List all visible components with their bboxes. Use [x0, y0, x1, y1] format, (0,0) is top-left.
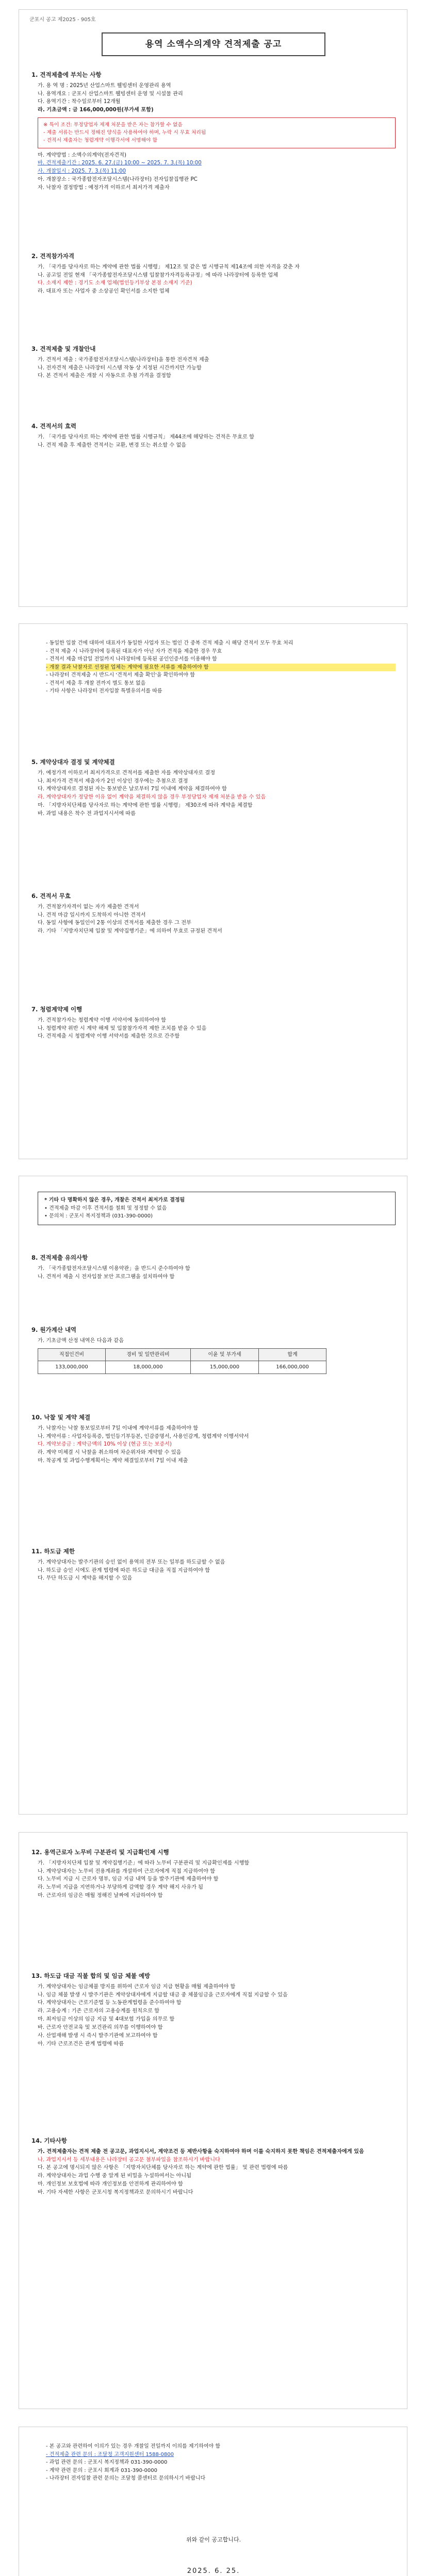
text-line: - 본 공고와 관련하여 이의가 있는 경우 개찰일 전일까지 이의를 제기하여야 함 [46, 2444, 221, 2449]
text-line: - 과업 관련 문의 : 군포시 복지정책과 031-390-0000 [46, 2460, 168, 2465]
section-2 [31, 252, 396, 296]
section-title: 6. 견적서 무효 [31, 892, 71, 900]
document-sheet-4 [19, 1832, 407, 2409]
text-line: 다. 용역기간 : 착수일로부터 12개월 [38, 99, 121, 105]
notice-line: ※ 특이 조건: 부정당업자 제재 처분을 받은 자는 참가할 수 없음 [43, 122, 183, 128]
notice-date: 2025. 6. 25. [187, 2567, 240, 2575]
text-line: 가. 견적서 제출 : 국가종합전자조달시스템(나라장터)을 통한 전자견적 제출 [38, 357, 209, 363]
section-7 [31, 1005, 396, 1041]
table-cell: 18,000,000 [105, 1361, 190, 1374]
document-sheet-2 [19, 623, 407, 1159]
text-line: - 동일한 입찰 건에 대하여 대표자가 동일한 사업자 또는 법인 간 중복 견적 제출 시 해당 견적서 모두 무효 처리 [46, 640, 293, 646]
section-title: 5. 계약상대자 결정 및 계약체결 [31, 758, 115, 766]
notice-line: - 제출 서류는 반드시 정해진 양식을 사용하여야 하며, 누락 시 무효 처리됨 [43, 130, 206, 136]
contact-notes [31, 2443, 396, 2483]
section-title: 11. 하도급 제한 [31, 1548, 75, 1555]
text-line: 가. 「국가를 당사자로 하는 계약에 관한 법률 시행규칙」 제44조에 해당하는 견적은 무효로 함 [38, 434, 254, 440]
text-line: - 견적 제출 시 나라장터에 등록된 대표자가 아닌 자가 견적을 제출한 경우 무효 [46, 648, 222, 654]
text-line: 가. 「국가종합전자조달시스템 이용약관」을 반드시 준수하여야 함 [38, 1265, 190, 1272]
section-title: 1. 견적제출에 부치는 사항 [31, 71, 102, 78]
text-line: 바. 근로자 안전교육 및 보건관리 의무를 이행하여야 함 [38, 2024, 163, 2030]
text-line: 다. 노무비 지급 시 근로자 명부, 임금 지급 내역 등을 발주기관에 제출하여야 함 [38, 1876, 219, 1883]
text-line: 라. 기초금액 : 금 166,000,000원(부가세 포함) [38, 107, 154, 113]
text-line: 라. 계약 미체결 시 낙찰을 취소하며 차순위자와 계약할 수 있음 [38, 1450, 182, 1456]
table-header-row [38, 1348, 326, 1361]
text-line: 가. 예정가격 이하로서 최저가격으로 견적서를 제출한 자를 계약상대자로 결정 [38, 770, 216, 776]
text-line: 다. 본 견적서 제출은 개찰 시 자동으로 추첨 가격을 결정함 [38, 373, 171, 379]
text-line: 바. 견적제출기간 : 2025. 6. 27.(금) 10:00 ~ 2025. 7. 3.(목) 10:00 [38, 160, 202, 166]
text-line: 마. 계약방법 : 소액수의계약(전자견적) [38, 152, 126, 158]
section-title: 2. 견적참가자격 [31, 252, 75, 260]
table-header-cell: 합계 [259, 1348, 326, 1361]
text-line: 라. 기타 「지방자치단체 입찰 및 계약집행기준」에 의하여 무효로 규정된 견적서 [38, 928, 222, 935]
section-title: 3. 견적제출 및 개찰안내 [31, 345, 96, 352]
text-line: 마. 개인정보 보호법에 따라 개인정보를 안전하게 관리하여야 함 [38, 2181, 183, 2188]
text-line: 사. 산업재해 발생 시 즉시 발주기관에 보고하여야 함 [38, 2032, 158, 2039]
section-6 [31, 892, 396, 936]
text-line: 나. 견적 제출 후 제출한 견적서는 교환, 변경 또는 취소할 수 없음 [38, 442, 187, 448]
text-line: 가. 견적제출자는 견적 제출 전 공고문, 과업지시서, 계약조건 등 제반사항을 숙지하여야 하며 이를 숙지하지 못한 책임은 견적제출자에게 있음 [38, 2148, 364, 2155]
table-cell: 15,000,000 [190, 1361, 258, 1374]
text-line: 사. 개찰일시 : 2025. 7. 3.(목) 11:00 [38, 168, 126, 175]
text-line: 다. 동일 사항에 동일인이 2통 이상의 견적서를 제출한 경우 그 전부 [38, 920, 191, 926]
section-4 [31, 422, 396, 449]
table-header-cell: 경비 및 일반관리비 [105, 1348, 190, 1361]
section-title: 12. 용역근로자 노무비 구분관리 및 지급확인제 시행 [31, 1849, 169, 1856]
section-title: 7. 청렴계약제 이행 [31, 1006, 83, 1013]
text-line: - 나라장터 전자입찰 관련 문의는 조달청 콜센터로 문의하시기 바랍니다 [46, 2476, 206, 2481]
text-line: 다. 무단 하도급 시 계약을 해지할 수 있음 [38, 1575, 133, 1582]
section-title: 9. 원가계산 내역 [31, 1326, 77, 1333]
text-line: 나. 계약서류 : 사업자등록증, 법인등기부등본, 인감증명서, 사용인감계, 청렴계약 이행서약서 [38, 1433, 249, 1439]
text-line: 다. 계약상대자로 결정된 자는 통보받은 날로부터 7일 이내에 계약을 체결하여야 함 [38, 786, 227, 792]
text-line: 다. 견적제출 시 청렴계약 이행 서약서를 제출한 것으로 간주함 [38, 1033, 180, 1040]
text-line: 나. 계약상대자는 노무비 전용계좌를 개설하여 근로자에게 직접 지급하여야 함 [38, 1868, 216, 1874]
closing-statement: 위와 같이 공고합니다. [186, 2536, 241, 2543]
table-cell: 166,000,000 [259, 1361, 326, 1374]
section-10 [31, 1413, 396, 1465]
text-line: 다. 계약상대자는 근로기준법 등 노동관계법령을 준수하여야 함 [38, 2000, 182, 2006]
section-12 [31, 1848, 396, 1900]
text-line: 나. 견적 마감 일시까지 도착하지 아니한 견적서 [38, 912, 146, 918]
notice-title: 용역 소액수의계약 견적제출 공고 [102, 32, 325, 56]
document-label: 군포시 공고 제2025 - 905호 [29, 17, 96, 23]
text-line: 나. 최저가격 견적서 제출자가 2인 이상인 경우에는 추첨으로 결정 [38, 778, 188, 784]
text-line: 마. 근로자의 임금은 매월 정해진 날짜에 지급하여야 함 [38, 1893, 163, 1899]
text-line: 나. 과업지시서 등 세부내용은 나라장터 공고문 첨부파일을 참조하시기 바랍니다 [38, 2157, 220, 2163]
text-line: 나. 하도급 승인 시에도 관계 법령에 따른 하도급 대금을 직접 지급하여야 함 [38, 1567, 210, 1573]
text-line: 바. 기타 자세한 사항은 군포시청 복지정책과로 문의하시기 바랍니다 [38, 2189, 193, 2195]
text-line: 나. 전자견적 제출은 나라장터 시스템 작동 상 지정된 시간까지만 가능함 [38, 365, 202, 371]
text-line: 나. 임금 체불 발생 시 발주기관은 계약상대자에게 지급할 대금 중 체불임금을 근로자에게 직접 지급할 수 있음 [38, 1992, 288, 1998]
text-line: - 나라장터 견적제출 시 반드시 '견적서 제출 확인'을 확인하여야 함 [46, 672, 195, 678]
box-line: • 견적제출 마감 이후 견적서를 철회 및 정정할 수 없음 [44, 1205, 167, 1211]
text-line: 가. 계약상대자는 발주기관의 승인 없이 용역의 전부 또는 일부를 하도급할 수 없음 [38, 1559, 225, 1565]
text-line: - 견적서 제출 후 개찰 전까지 별도 통보 없음 [46, 680, 146, 686]
text-line: 가. 기초금액 산정 내역은 다음과 같음 [38, 1337, 124, 1344]
cost-table [38, 1348, 326, 1374]
section-14 [31, 2137, 396, 2197]
table-header-cell: 직접인건비 [38, 1348, 106, 1361]
section-title: 14. 기타사항 [31, 2137, 67, 2144]
notice-line: - 견적서 제출자는 청렴계약 이행각서에 서명해야 함 [43, 138, 157, 144]
text-line: 아. 개찰장소 : 국가종합전자조달시스템(나라장터) 전자입찰집행관 PC [38, 177, 198, 183]
text-line: 라. 노무비 지급을 지연하거나 부당하게 감액할 경우 계약 해지 사유가 됨 [38, 1885, 204, 1891]
text-line: 자. 낙찰자 결정방법 : 예정가격 이하로서 최저가격 제출자 [38, 184, 170, 191]
text-line: 다. 계약보증금 : 계약금액의 10% 이상 (현금 또는 보증서) [38, 1442, 172, 1448]
text-line: 가. 용 역 명 : 2025년 산업스마트 웰빙센터 운영관리 용역 [38, 82, 171, 89]
text-line: 라. 대표자 또는 사업자 중 소상공인 확인서를 소지한 업체 [38, 289, 170, 295]
text-line: 나. 청렴계약 위반 시 계약 해제 및 입찰참가자격 제한 조치를 받을 수 있음 [38, 1025, 207, 1031]
section-title: 13. 하도급 대금 직불 합의 및 임금 체불 예방 [31, 1972, 151, 1979]
continued-notes [31, 639, 396, 696]
section-title: 4. 견적서의 효력 [31, 422, 77, 430]
text-line: 가. 견적참가자격이 없는 자가 제출한 견적서 [38, 904, 139, 910]
text-line: 마. 착공계 및 과업수행계획서는 계약 체결일로부터 7일 이내 제출 [38, 1458, 188, 1464]
text-line: 다. 소재지 제한 : 경기도 소재 업체(법인등기부상 본점 소재지 기준) [38, 280, 192, 286]
text-line: 마. 최저임금 이상의 임금 지급 및 4대보험 가입을 의무로 함 [38, 2016, 175, 2023]
section-13 [31, 1972, 396, 2048]
section-title: 8. 견적제출 유의사항 [31, 1254, 88, 1261]
document-sheet-1 [19, 9, 407, 607]
text-line: 가. 견적참가자는 청렴계약 이행 서약서에 동의하여야 함 [38, 1017, 167, 1023]
text-line: 라. 계약상대자가 정당한 이유 없이 계약을 체결하지 않을 경우 부정당업자 제재 처분을 받을 수 있음 [38, 794, 266, 801]
text-line: 나. 용역개요 : 군포시 산업스마트 웰빙센터 운영 및 시설물 관리 [38, 91, 183, 97]
section-11 [31, 1547, 396, 1583]
table-row [38, 1361, 326, 1374]
info-box [38, 1192, 396, 1225]
document-sheet-3 [19, 1176, 407, 1815]
table-cell: 133,000,000 [38, 1361, 106, 1374]
text-line: 나. 견적서 제출 시 전자입찰 보안 프로그램을 설치하여야 함 [38, 1274, 175, 1280]
info-box-section [31, 1189, 396, 1228]
text-line: 라. 계약상대자는 과업 수행 중 알게 된 비밀을 누설하여서는 아니됨 [38, 2173, 192, 2179]
section-1 [31, 71, 396, 192]
special-notice-box [38, 117, 396, 148]
document-sheet-5 [19, 2427, 407, 2576]
text-line: 가. 계약상대자는 임금체불 방지를 위하여 근로자 임금 지급 현황을 매월 제출하여야 함 [38, 1984, 236, 1990]
text-line: 가. 「지방자치단체 입찰 및 계약집행기준」에 따라 노무비 구분관리 및 지급확인제를 시행함 [38, 1860, 250, 1866]
table-header-cell: 이윤 및 부가세 [190, 1348, 258, 1361]
text-line: 가. 낙찰자는 낙찰 통보일로부터 7일 이내에 계약서류를 제출하여야 함 [38, 1425, 199, 1431]
box-line: • 문의처 : 군포시 복지정책과 (031-390-0000) [44, 1213, 153, 1219]
section-3 [31, 345, 396, 380]
text-line: - 계약 관련 문의 : 군포시 회계과 031-390-0000 [46, 2467, 157, 2473]
section-8 [31, 1253, 396, 1281]
text-line: - 기타 사항은 나라장터 전자입찰 특별유의서를 따름 [46, 688, 162, 694]
section-9 [31, 1326, 396, 1377]
section-title: 10. 낙찰 및 계약 체결 [31, 1414, 91, 1421]
text-line: - 개찰 결과 낙찰자로 선정된 업체는 계약에 필요한 서류를 제출하여야 함 [46, 664, 396, 672]
text-line: 마. 「지방자치단체를 당사자로 하는 계약에 관한 법률 시행령」 제30조에 따라 계약을 체결함 [38, 803, 253, 809]
text-line: 나. 공고일 전일 현재 「국가종합전자조달시스템 입찰참가자격등록규정」에 따라 나라장터에 등록한 업체 [38, 272, 278, 278]
text-line: - 견적서 제출 마감일 전일까지 나라장터에 등록된 공인인증서를 이용해야 함 [46, 656, 217, 662]
section-5 [31, 758, 396, 818]
text-line: 바. 과업 내용은 착수 전 과업지시서에 따름 [38, 810, 136, 817]
text-line: - 견적제출 관련 문의 : 조달청 고객지원센터 1588-0800 [46, 2451, 174, 2458]
text-line: 라. 고용승계 : 기존 근로자의 고용승계를 원칙으로 함 [38, 2008, 160, 2014]
box-line: * 기타 다 명확하지 않은 경우, 개찰은 견적서 최저가로 결정됨 [44, 1197, 185, 1203]
text-line: 아. 기타 근로조건은 관계 법령에 따름 [38, 2041, 124, 2047]
text-line: 가. 「국가를 당사자로 하는 계약에 관한 법률 시행령」 제12조 및 같은 법 시행규칙 제14조에 의한 자격을 갖춘 자 [38, 264, 300, 270]
text-line: 다. 본 공고에 명시되지 않은 사항은 「지방자치단체를 당사자로 하는 계약에 관한 법률」 및 관련 법령에 따름 [38, 2165, 288, 2171]
